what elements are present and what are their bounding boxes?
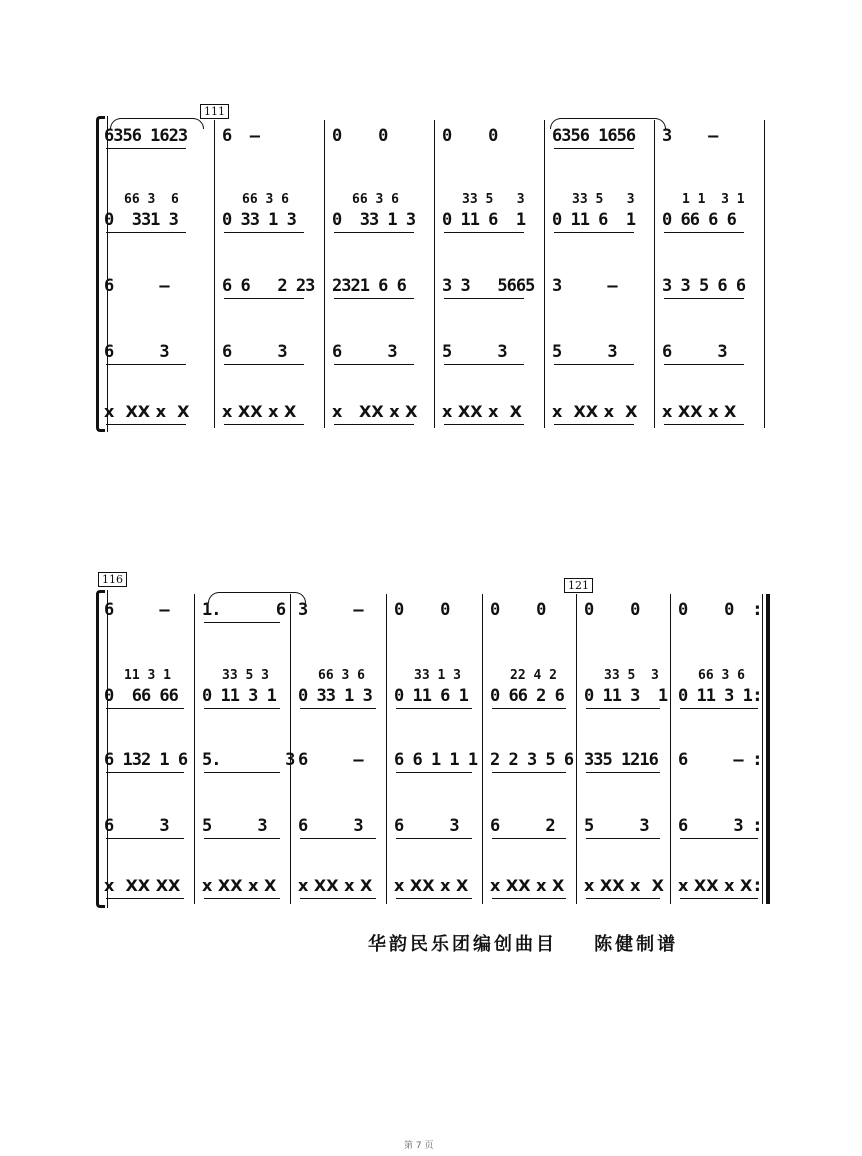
beam-underline: [664, 364, 744, 365]
upper-voice-notes: 66 3 6: [318, 668, 365, 683]
jianpu-notes: 0 11 6 1: [442, 210, 526, 230]
percussion-notes: x XX x X: [490, 876, 565, 895]
beam-underline: [204, 838, 280, 839]
percussion-notes: x XX x X: [222, 402, 297, 421]
jianpu-notes: 1. 6: [202, 600, 286, 620]
jianpu-notes: 0 66 66: [104, 686, 178, 706]
beam-underline: [204, 622, 280, 623]
repeat-sign: :: [754, 876, 761, 896]
barline: [576, 594, 577, 904]
beam-underline: [492, 898, 566, 899]
beam-underline: [106, 424, 186, 425]
jianpu-notes: 0 11 3 1: [202, 686, 276, 706]
beam-underline: [224, 298, 304, 299]
beam-underline: [106, 364, 186, 365]
beam-underline: [396, 898, 472, 899]
barline: [654, 120, 655, 428]
barline: [214, 120, 215, 428]
final-barline-thin: [762, 594, 763, 904]
upper-voice-notes: 66 3 6: [242, 192, 289, 207]
upper-voice-notes: 33 5 3: [462, 192, 525, 207]
jianpu-notes: 0 0: [394, 600, 450, 620]
jianpu-notes: 2 2 3 5 6: [490, 750, 574, 770]
beam-underline: [554, 424, 634, 425]
percussion-notes: x XX x X: [104, 402, 190, 421]
percussion-notes: x XX x X: [584, 876, 664, 895]
barline: [290, 594, 291, 904]
jianpu-notes: 0 11 6 1: [394, 686, 468, 706]
beam-underline: [106, 708, 184, 709]
jianpu-notes: 0 0: [332, 126, 388, 146]
jianpu-notes: 6 3: [332, 342, 397, 362]
beam-underline: [334, 364, 414, 365]
beam-underline: [396, 838, 472, 839]
jianpu-notes: 3 3 5 6 6: [662, 276, 746, 296]
upper-voice-notes: 66 3 6: [352, 192, 399, 207]
repeat-sign: :: [754, 750, 761, 770]
percussion-notes: x XX x X: [332, 402, 418, 421]
jianpu-notes: 6 –: [222, 126, 259, 146]
jianpu-notes: 0 11 3 1: [584, 686, 668, 706]
repeat-sign: :: [754, 600, 761, 620]
jianpu-notes: 6 3: [104, 816, 169, 836]
barline: [434, 120, 435, 428]
jianpu-notes: 3 –: [298, 600, 363, 620]
jianpu-notes: 0 331 3: [104, 210, 178, 230]
beam-underline: [204, 708, 280, 709]
jianpu-notes: 0 0: [678, 600, 734, 620]
beam-underline: [106, 232, 186, 233]
beam-underline: [396, 708, 472, 709]
jianpu-notes: 0 33 1 3: [332, 210, 416, 230]
upper-voice-notes: 33 5 3: [572, 192, 635, 207]
credit-line: 华韵民乐团编创曲目 陈健制谱: [368, 934, 679, 955]
percussion-notes: x XX x X: [552, 402, 638, 421]
beam-underline: [586, 838, 660, 839]
beam-underline: [554, 232, 634, 233]
jianpu-notes: 6 –: [104, 600, 169, 620]
beam-underline: [554, 148, 634, 149]
jianpu-notes: 6 6 2 23: [222, 276, 315, 296]
upper-voice-notes: 33 5 3: [222, 668, 269, 683]
slur: [110, 118, 204, 129]
beam-underline: [334, 232, 414, 233]
jianpu-notes: 0 11 6 1: [552, 210, 636, 230]
jianpu-notes: 6 3: [678, 816, 743, 836]
jianpu-notes: 5 3: [202, 816, 267, 836]
beam-underline: [106, 838, 184, 839]
percussion-notes: x XX x X: [202, 876, 277, 895]
beam-underline: [680, 898, 758, 899]
beam-underline: [300, 898, 376, 899]
jianpu-notes: 6 2: [490, 816, 555, 836]
beam-underline: [586, 898, 660, 899]
beam-underline: [444, 298, 524, 299]
jianpu-notes: 335 1216: [584, 750, 658, 770]
percussion-notes: x XX x X: [394, 876, 469, 895]
score-system-2: [96, 573, 768, 908]
jianpu-notes: 0 0: [584, 600, 640, 620]
jianpu-notes: 3 –: [662, 126, 718, 146]
percussion-notes: x XX x X: [298, 876, 373, 895]
jianpu-notes: 6 –: [104, 276, 169, 296]
barline: [670, 594, 671, 904]
upper-voice-notes: 22 4 2: [510, 668, 557, 683]
beam-underline: [396, 772, 472, 773]
barline: [194, 594, 195, 904]
beam-underline: [106, 772, 184, 773]
jianpu-notes: 0 33 1 3: [298, 686, 372, 706]
barline: [324, 120, 325, 428]
beam-underline: [224, 364, 304, 365]
jianpu-notes: 0 66 6 6: [662, 210, 736, 230]
measure-number-111: 111: [200, 104, 229, 119]
page-footer: 第 7 页: [404, 1141, 434, 1151]
beam-underline: [300, 708, 376, 709]
repeat-sign: :: [754, 686, 761, 706]
jianpu-notes: 6 3: [662, 342, 727, 362]
beam-underline: [664, 298, 744, 299]
upper-voice-notes: 66 3 6: [698, 668, 745, 683]
measure-number-121: 121: [564, 578, 593, 593]
beam-underline: [334, 298, 414, 299]
upper-voice-notes: 33 5 3: [604, 668, 659, 683]
beam-underline: [444, 364, 524, 365]
barline: [482, 594, 483, 904]
upper-voice-notes: 11 3 1: [124, 668, 171, 683]
jianpu-notes: 3 –: [552, 276, 617, 296]
measure-number-116: 116: [98, 572, 127, 587]
beam-underline: [586, 708, 660, 709]
barline: [386, 594, 387, 904]
system-line: [107, 116, 108, 432]
slur: [550, 118, 666, 129]
system-line: [107, 590, 108, 908]
beam-underline: [586, 772, 660, 773]
jianpu-notes: 6 –: [678, 750, 743, 770]
jianpu-notes: 6 3: [222, 342, 287, 362]
upper-voice-notes: 66 3 6: [124, 192, 179, 207]
system-brace: [96, 116, 105, 432]
system-brace: [96, 590, 105, 908]
beam-underline: [444, 232, 524, 233]
jianpu-notes: 0 66 2 6: [490, 686, 564, 706]
jianpu-notes: 5 3: [552, 342, 617, 362]
beam-underline: [492, 772, 566, 773]
upper-voice-notes: 33 1 3: [414, 668, 461, 683]
jianpu-notes: 5 3: [442, 342, 507, 362]
beam-underline: [554, 364, 634, 365]
percussion-notes: x XX x X: [442, 402, 522, 421]
jianpu-notes: 6 3: [394, 816, 459, 836]
jianpu-notes: 3 3 5665: [442, 276, 535, 296]
beam-underline: [680, 838, 758, 839]
jianpu-notes: 0 11 3 1: [678, 686, 752, 706]
barline: [544, 120, 545, 428]
percussion-notes: x XX x X: [678, 876, 753, 895]
jianpu-notes: 0 0: [490, 600, 546, 620]
percussion-notes: x XX x X: [662, 402, 737, 421]
beam-underline: [204, 772, 280, 773]
jianpu-notes: 6356 1623: [104, 126, 188, 146]
jianpu-notes: 2321 6 6: [332, 276, 406, 296]
beam-underline: [492, 708, 566, 709]
beam-underline: [664, 232, 744, 233]
jianpu-notes: 5 3: [584, 816, 649, 836]
jianpu-notes: 6 6 1 1 1: [394, 750, 478, 770]
jianpu-notes: 6 3: [104, 342, 169, 362]
percussion-notes: x XX XX: [104, 876, 181, 895]
beam-underline: [680, 708, 758, 709]
beam-underline: [334, 424, 414, 425]
beam-underline: [204, 898, 280, 899]
jianpu-notes: 6 132 1 6: [104, 750, 188, 770]
barline: [764, 120, 765, 428]
beam-underline: [492, 838, 566, 839]
beam-underline: [224, 424, 304, 425]
jianpu-notes: 0 33 1 3: [222, 210, 296, 230]
beam-underline: [664, 424, 744, 425]
score-system-1: [96, 105, 768, 432]
beam-underline: [106, 898, 184, 899]
beam-underline: [106, 148, 186, 149]
jianpu-notes: 6 3: [298, 816, 363, 836]
jianpu-notes: 5. 3: [202, 750, 295, 770]
slur: [208, 592, 306, 603]
jianpu-notes: 6 –: [298, 750, 363, 770]
beam-underline: [224, 232, 304, 233]
repeat-sign: :: [754, 816, 761, 836]
beam-underline: [444, 424, 524, 425]
jianpu-notes: 0 0: [442, 126, 498, 146]
beam-underline: [300, 838, 376, 839]
final-barline-thick: [766, 594, 770, 904]
upper-voice-notes: 1 1 3 1: [682, 192, 745, 207]
jianpu-notes: 6356 1656: [552, 126, 636, 146]
